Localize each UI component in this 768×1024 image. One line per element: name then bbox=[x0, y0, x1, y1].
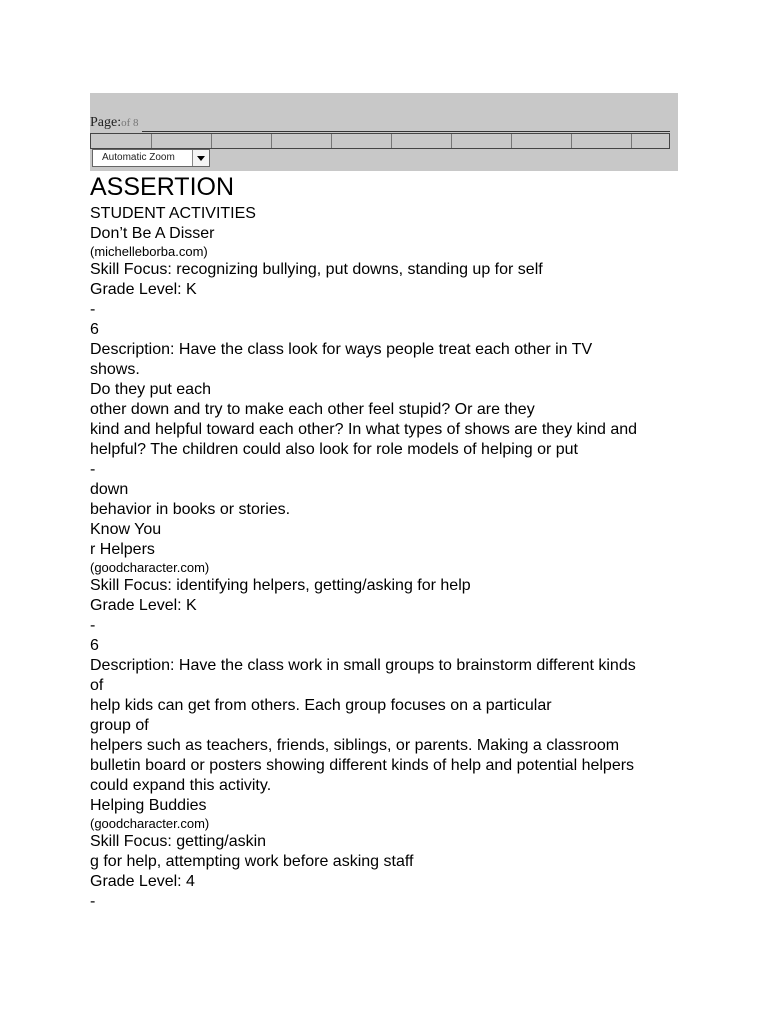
document-text-line: Grade Level: 4 bbox=[90, 873, 195, 890]
document-text-line: Description: Have the class look for ways people treat each other in TV bbox=[90, 341, 593, 358]
document-body bbox=[90, 171, 690, 912]
document-text-line: bulletin board or posters showing different kinds of help and potential helpers bbox=[90, 757, 635, 774]
page-indicator bbox=[90, 115, 678, 135]
pdf-viewer-toolbar bbox=[90, 93, 678, 171]
document-text-line: other down and try to make each other feel stupid? Or are they bbox=[90, 401, 535, 418]
zoom-select[interactable] bbox=[92, 149, 210, 167]
document-text-line: helpers such as teachers, friends, siblings, or parents. Making a classroom bbox=[90, 737, 620, 754]
document-text-line: group of bbox=[90, 717, 149, 734]
document-text-line: of bbox=[90, 677, 104, 694]
document-text-line: 6 bbox=[90, 637, 99, 654]
document-text-line: Description: Have the class work in small groups to brainstorm different kinds bbox=[90, 657, 636, 674]
document-text-line: helpful? The children could also look for role models of helping or put bbox=[90, 441, 578, 458]
document-text-line: help kids can get from others. Each group focuses on a particular bbox=[90, 697, 552, 714]
document-text-line: - bbox=[90, 893, 96, 910]
document-text-line: - bbox=[90, 617, 96, 634]
document-text-line: r Helpers bbox=[90, 541, 155, 558]
document-text-line: Know You bbox=[90, 521, 162, 538]
document-text-line: - bbox=[90, 301, 96, 318]
document-title: ASSERTION bbox=[90, 173, 235, 201]
document-text-line: Do they put each bbox=[90, 381, 211, 398]
chevron-down-icon[interactable] bbox=[192, 150, 209, 166]
document-text-line: (michelleborba.com) bbox=[90, 244, 208, 259]
page-label bbox=[90, 115, 139, 131]
zoom-select-value: Automatic Zoom bbox=[102, 152, 175, 163]
document-text-line: could expand this activity. bbox=[90, 777, 272, 794]
document-text-line: STUDENT ACTIVITIES bbox=[90, 205, 256, 222]
page-number-input[interactable] bbox=[90, 133, 670, 149]
document-text-line: behavior in books or stories. bbox=[90, 501, 291, 518]
document-text-line: Grade Level: K bbox=[90, 597, 197, 614]
document-text-line: down bbox=[90, 481, 129, 498]
document-text-line: Helping Buddies bbox=[90, 797, 207, 814]
document-text-line: Skill Focus: identifying helpers, getting/asking for help bbox=[90, 577, 471, 594]
document-text-line: (goodcharacter.com) bbox=[90, 560, 210, 575]
document-text-line: Skill Focus: recognizing bullying, put downs, standing up for self bbox=[90, 261, 543, 278]
document-text-line: kind and helpful toward each other? In what types of shows are they kind and bbox=[90, 421, 638, 438]
page-count: of 8 bbox=[121, 117, 139, 129]
document-text-line: shows. bbox=[90, 361, 140, 378]
document-text-line: Grade Level: K bbox=[90, 281, 197, 298]
document-text-line: Don’t Be A Disser bbox=[90, 225, 215, 242]
page-label-text: Page: bbox=[90, 115, 122, 130]
document-text-line: g for help, attempting work before asking staff bbox=[90, 853, 414, 870]
document-text-line: (goodcharacter.com) bbox=[90, 816, 210, 831]
page-input-underline bbox=[142, 131, 670, 132]
document-text-line: - bbox=[90, 461, 96, 478]
document-text-line: 6 bbox=[90, 321, 99, 338]
document-text-line: Skill Focus: getting/askin bbox=[90, 833, 267, 850]
